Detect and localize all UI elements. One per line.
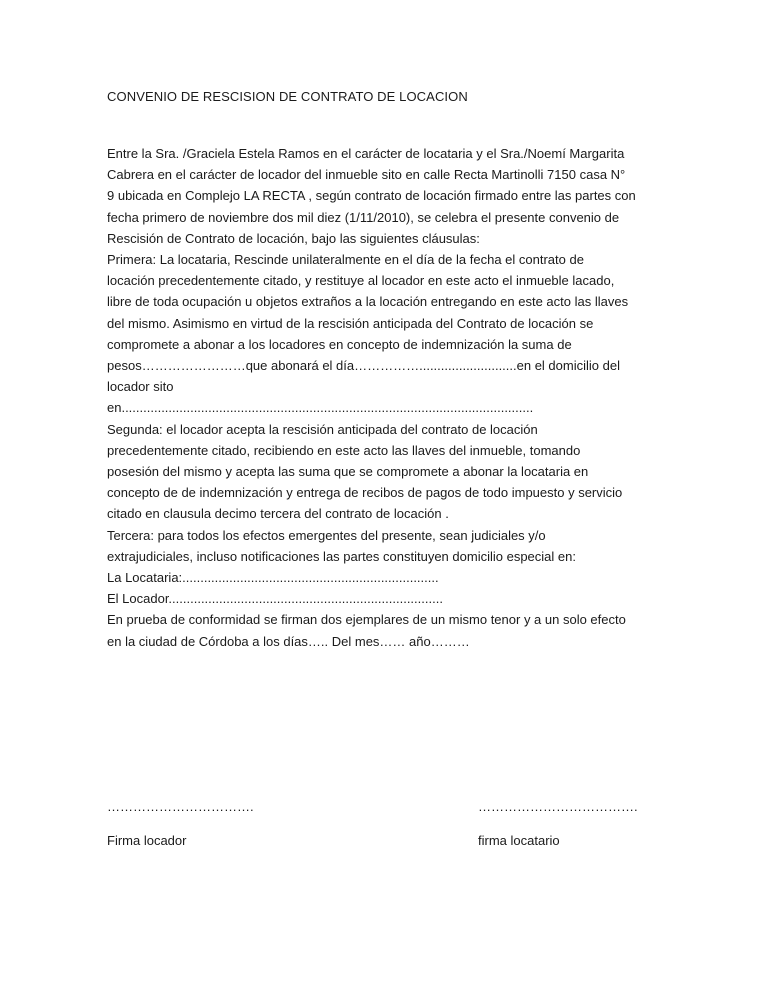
body-line: Entre la Sra. /Graciela Estela Ramos en el carácter de locataria y el Sra./Noemí Margarita xyxy=(107,146,625,161)
signature-line-locatario: ………………………………. xyxy=(478,799,638,814)
body-line: locador sito xyxy=(107,379,174,395)
body-line: precedentemente citado, recibiendo en este acto las llaves del inmueble, tomando xyxy=(107,442,581,458)
body-line: extrajudiciales, incluso notificaciones las partes constituyen domicilio especial en: xyxy=(107,548,576,564)
body-line: fecha primero de noviembre dos mil diez (1/11/2010), se celebra el presente convenio de xyxy=(107,209,620,225)
signature-line-locador: ……………………………. xyxy=(107,799,254,814)
body-line: posesión del mismo y acepta las suma que se compromete a abonar la locataria en xyxy=(107,464,589,480)
signature-label-locador: Firma locador xyxy=(107,833,187,848)
body-line: En prueba de conformidad se firman dos ejemplares de un mismo tenor y a un solo efecto xyxy=(107,612,626,628)
body-line: en.................................................................................................................. xyxy=(107,400,534,416)
document-title: CONVENIO DE RESCISION DE CONTRATO DE LOCACION xyxy=(107,89,468,104)
body-line: concepto de de indemnización y entrega de recibos de pagos de todo impuesto y servicio xyxy=(107,485,623,501)
signature-label-locatario: firma locatario xyxy=(478,833,560,848)
body-line: citado en clausula decimo tercera del contrato de locación . xyxy=(107,506,449,522)
body-line: compromete a abonar a los locadores en concepto de indemnización la suma de xyxy=(107,336,572,352)
body-line: 9 ubicada en Complejo LA RECTA , según contrato de locación firmado entre las partes con xyxy=(107,188,636,204)
body-line: Rescisión de Contrato de locación, bajo las siguientes cláusulas: xyxy=(107,230,480,246)
body-line: libre de toda ocupación u objetos extraños a la locación entregando en este acto las llaves xyxy=(107,294,629,310)
body-line: locación precedentemente citado, y restituye al locador en este acto el inmueble lacado, xyxy=(107,273,615,289)
clause-primera: Primera: La locataria, Rescinde unilateralmente en el día de la fecha el contrato de xyxy=(107,252,584,268)
locataria-domicile-line: La Locataria:....................................................................... xyxy=(107,570,439,586)
body-line: pesos……………………que abonará el día……………...........................en el domicilio del xyxy=(107,358,620,374)
locador-domicile-line: El Locador............................................................................ xyxy=(107,591,443,607)
clause-tercera: Tercera: para todos los efectos emergentes del presente, sean judiciales y/o xyxy=(107,527,546,543)
document-body xyxy=(107,143,667,652)
clause-segunda: Segunda: el locador acepta la rescisión anticipada del contrato de locación xyxy=(107,421,538,437)
body-line: en la ciudad de Córdoba a los días….. Del mes…… año……… xyxy=(107,633,470,649)
body-line: del mismo. Asimismo en virtud de la rescisión anticipada del Contrato de locación se xyxy=(107,315,594,331)
body-line: Cabrera en el carácter de locador del inmueble sito en calle Recta Martinolli 7150 casa N° xyxy=(107,167,626,183)
